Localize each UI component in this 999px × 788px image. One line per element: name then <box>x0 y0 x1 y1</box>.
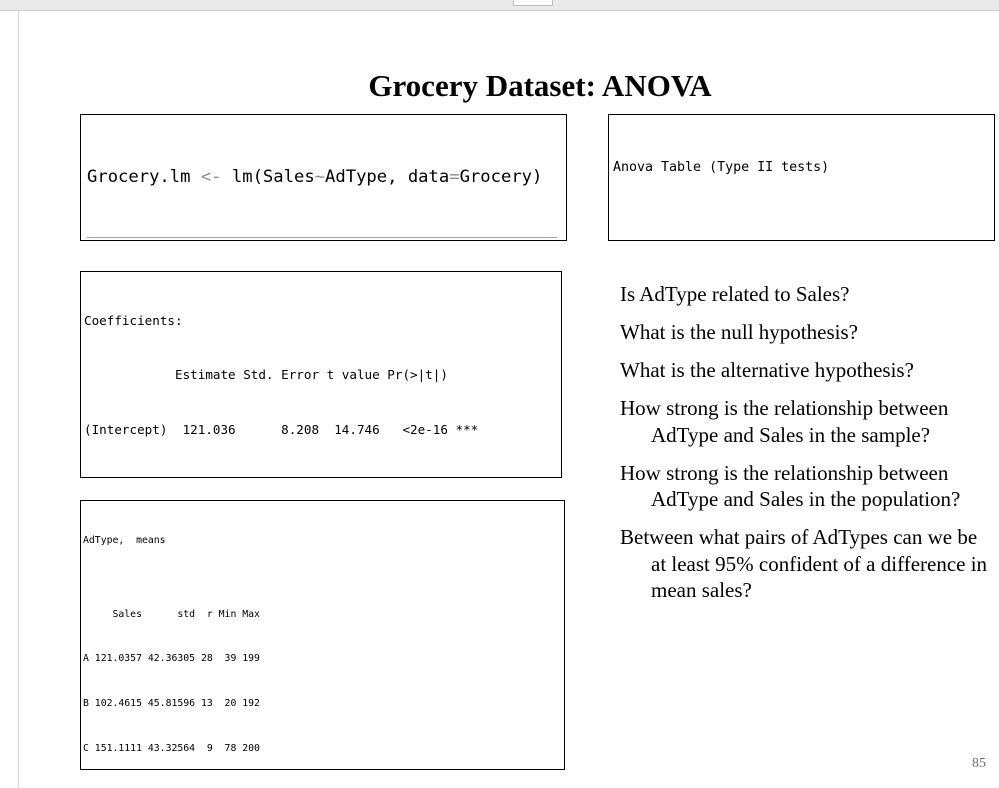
r-code-box <box>80 114 567 241</box>
slide-title: Grocery Dataset: ANOVA <box>368 68 712 103</box>
question: Is AdType related to Sales? <box>620 282 850 306</box>
anova-table-output <box>608 114 995 241</box>
output-line: Anova Table (Type II tests) <box>613 160 830 176</box>
slide-left-edge <box>18 11 19 788</box>
question: Between what pairs of AdTypes can we be at least 95% confident of a difference in mean sales? <box>620 525 988 602</box>
question: What is the null hypothesis? <box>620 320 858 344</box>
window-top-bar <box>0 0 999 11</box>
question-list <box>620 281 995 615</box>
output-line: Estimate Std. Error t value Pr(>|t|) <box>84 367 448 383</box>
output-line <box>84 476 561 478</box>
r-code-line: Grocery.lm <- lm(Sales~AdType, data=Grocery) <box>87 166 543 187</box>
scheffe-test-output <box>80 500 565 770</box>
output-line: (Intercept) 121.036 8.208 14.746 <2e-16 *** <box>84 422 479 438</box>
output-line: Sales std r Min Max <box>83 608 260 620</box>
output-line: Coefficients: <box>84 312 183 328</box>
scroll-tab[interactable] <box>513 0 553 6</box>
output-line: B 102.4615 45.81596 13 20 192 <box>83 697 260 709</box>
question: How strong is the relationship between AdType and Sales in the sample? <box>620 396 949 447</box>
output-line: AdType, means <box>83 534 166 546</box>
question: What is the alternative hypothesis? <box>620 358 914 382</box>
editor-line <box>87 237 557 238</box>
question: How strong is the relationship between AdType and Sales in the population? <box>620 460 961 511</box>
coefficients-output <box>80 271 562 478</box>
output-line: C 151.1111 43.32564 9 78 200 <box>83 742 260 754</box>
output-line: A 121.0357 42.36305 28 39 199 <box>83 653 260 665</box>
r-code-line <box>87 238 566 241</box>
page-number: 85 <box>972 756 986 771</box>
